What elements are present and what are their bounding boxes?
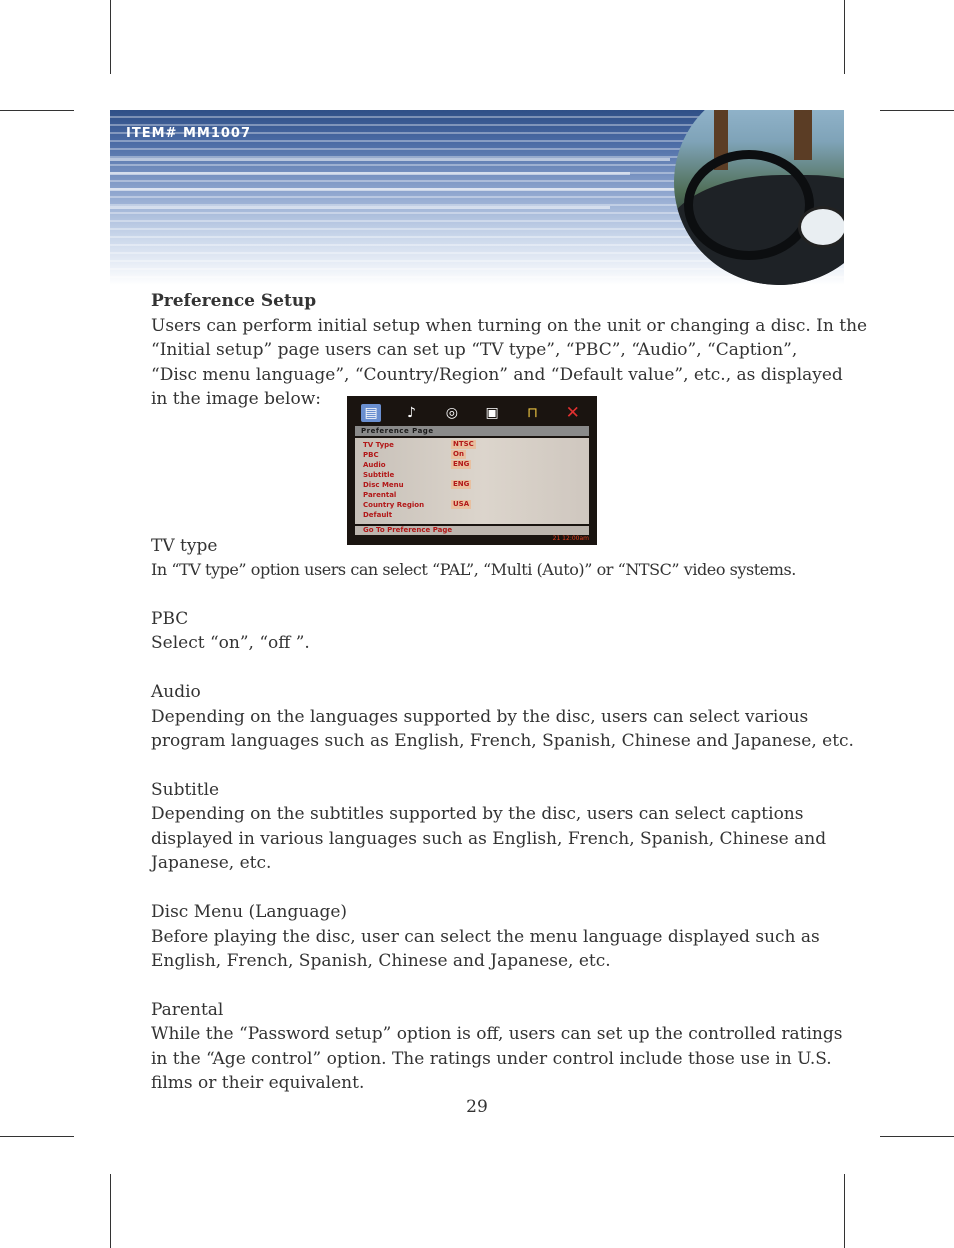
section-heading: PBC	[151, 609, 189, 629]
section-heading: Parental	[151, 1000, 224, 1020]
section-line: displayed in various languages such as English, French, Spanish, Chinese and	[151, 829, 827, 849]
osd-time: 21 12:00am	[552, 535, 589, 542]
crop-mark	[880, 110, 954, 111]
section-line: Depending on the subtitles supported by the disc, users can select captions	[151, 804, 804, 824]
crop-mark	[844, 0, 845, 74]
banner-streak	[110, 172, 630, 175]
item-number: ITEM# MM1007	[126, 126, 251, 141]
section-heading: TV type	[151, 536, 218, 556]
crop-mark	[110, 1174, 111, 1248]
section-line: English, French, Spanish, Chinese and Japanese, etc.	[151, 951, 611, 971]
video-icon: ▣	[485, 405, 499, 421]
osd-menu-label: Default	[363, 511, 393, 519]
crop-mark	[844, 1174, 845, 1248]
osd-menu-label: PBC	[363, 451, 379, 459]
osd-menu-value: On	[453, 450, 464, 458]
section-heading: Disc Menu (Language)	[151, 902, 348, 922]
intro-line: in the image below:	[151, 389, 321, 409]
car-interior-image	[674, 110, 844, 285]
section-line: program languages such as English, French, Spanish, Chinese and Japanese, etc.	[151, 731, 854, 751]
intro-line: “Initial setup” page users can set up “TV type”, “PBC”, “Audio”, “Caption”,	[151, 340, 798, 360]
page-number: 29	[466, 1097, 488, 1117]
section-line: While the “Password setup” option is off, users can set up the controlled ratings	[151, 1024, 843, 1044]
crop-mark	[880, 1136, 954, 1137]
banner-streak	[110, 206, 610, 209]
section-line: Depending on the languages supported by the disc, users can select various	[151, 707, 809, 727]
crop-mark	[110, 0, 111, 74]
banner-streak	[110, 188, 690, 191]
osd-footer: Go To Preference Page	[355, 526, 589, 535]
osd-menu-label: Parental	[363, 491, 397, 499]
section-line: Before playing the disc, user can select the menu language displayed such as	[151, 927, 820, 947]
osd-menu-label: Country Region	[363, 501, 425, 509]
osd-menu-value: ENG	[453, 460, 470, 468]
lock-icon: ⊓	[527, 405, 538, 421]
crop-mark	[0, 1136, 74, 1137]
osd-menu-panel	[355, 438, 589, 524]
osd-menu-label: TV Type	[363, 441, 394, 449]
intro-line: “Disc menu language”, “Country/Region” and “Default value”, etc., as displayed	[151, 365, 843, 385]
dolby-icon: ◎	[445, 405, 458, 421]
header-banner	[110, 110, 844, 285]
section-line: in the “Age control” option. The ratings under control include those use in U.S.	[151, 1049, 832, 1069]
banner-streak	[110, 158, 670, 161]
crop-mark	[0, 110, 74, 111]
section-line: In “TV type” option users can select “PAL”, “Multi (Auto)” or “NTSC” video systems.	[151, 560, 796, 579]
steering-wheel	[684, 150, 814, 260]
close-icon: ✕	[565, 403, 580, 423]
tree-trunk	[794, 110, 812, 160]
general-icon: ▤	[361, 404, 381, 422]
intro-line: Users can perform initial setup when turning on the unit or changing a disc. In the	[151, 316, 868, 336]
section-heading: Audio	[151, 682, 201, 702]
osd-menu-value: ENG	[453, 480, 470, 488]
section-line: Japanese, etc.	[151, 853, 272, 873]
section-line: Select “on”, “off ”.	[151, 633, 310, 653]
osd-menu-label: Disc Menu	[363, 481, 404, 489]
section-heading: Subtitle	[151, 780, 220, 800]
audio-icon: ♪	[407, 405, 416, 421]
osd-menu-value: USA	[453, 500, 470, 508]
gauge	[798, 206, 844, 248]
section-title: Preference Setup	[151, 291, 317, 311]
section-line: films or their equivalent.	[151, 1073, 365, 1093]
osd-menu-label: Audio	[363, 461, 386, 469]
osd-tab-title: Preference Page	[355, 426, 589, 436]
osd-icon-bar	[351, 400, 593, 426]
preference-menu-screenshot	[347, 396, 597, 545]
osd-menu-value: NTSC	[453, 440, 474, 448]
osd-menu-label: Subtitle	[363, 471, 395, 479]
